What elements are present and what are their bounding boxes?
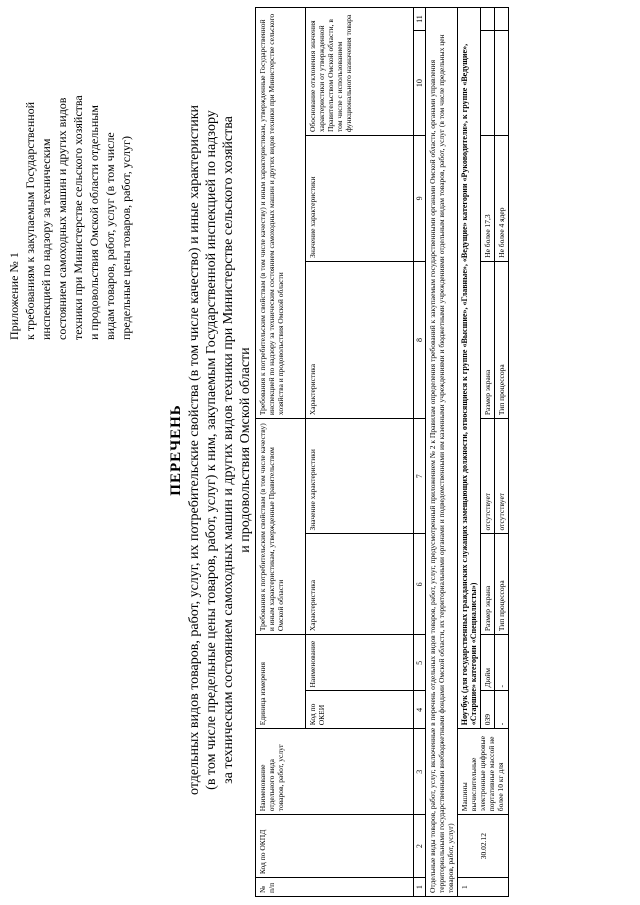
- document-title: [166, 35, 254, 865]
- header-num: № п/п: [256, 878, 414, 897]
- header-name: Наименование отдельного вида товаров, работ, услуг: [256, 729, 414, 815]
- title-line: (в том числе предельные цены товаров, работ, услуг) к ним, закупаемым Государственной инспекцией по надзору: [204, 110, 219, 790]
- cell-extra: [481, 8, 495, 31]
- cell-extra: [495, 8, 509, 31]
- cell-gov-value: отсутствует: [495, 419, 509, 534]
- header-insp-characteristic: Характеристика: [306, 261, 414, 418]
- header-unit: Единица измерения: [256, 635, 306, 729]
- title-line: и продовольствия Омской области: [238, 347, 253, 553]
- row-group: Ноутбук (для государственных гражданских служащих замещающих должности, относящиеся к группе «Высшие», «Главные», «Ведущие» категории «Руководители», к группе «Ведущие», «Старшие» категории «Специалисты»): [458, 8, 481, 729]
- appendix-line: предельные цены товаров, работ, услуг): [119, 136, 133, 340]
- section-note: Отдельные виды товаров, работ, услуг, включенные в перечень отдельных видов товаров, работ, услуг, предусмотренный приложением № 2 к Правилам определения требований к закупаемым государственными органами Омской области, органами управления территориальными государственными внебюджетными фондами Омской области, их территориальными органами и подведомственными им казенными учреждениями и бюджетными учреждениями отдельным видам товаров, работ, услуг (в том числе предельных цен товаров, работ, услуг): [426, 8, 458, 897]
- column-number: 10: [414, 31, 426, 136]
- column-number: 1: [414, 878, 426, 897]
- cell-insp-characteristic: Размер экрана: [481, 261, 495, 418]
- header-gov-characteristic: Характеристика: [306, 534, 414, 635]
- appendix-header: [6, 40, 134, 340]
- cell-unit-code: 039: [481, 691, 495, 729]
- appendix-line: инспекцией по надзору за техническим: [39, 138, 53, 340]
- cell-unit-name: -: [495, 635, 509, 691]
- column-number: 9: [414, 136, 426, 262]
- appendix-line: видам товаров, работ, услуг (в том числе: [103, 132, 117, 340]
- title-line: отдельных видов товаров, работ, услуг, их потребительские свойства (в том числе качество) и иные характеристики: [187, 105, 202, 795]
- title-heading: ПЕРЕЧЕНЬ: [168, 404, 184, 496]
- header-okpd: Код по ОКПД: [256, 815, 414, 878]
- cell-gov-characteristic: Тип процессора: [495, 534, 509, 635]
- appendix-line: Приложение № 1: [7, 252, 21, 340]
- appendix-line: к требованиям к закупаемым Государственной: [23, 101, 37, 340]
- cell-gov-value: отсутствует: [481, 419, 495, 534]
- cell-justification: [495, 31, 509, 136]
- title-line: за техническим состоянием самоходных машин и других видов техники при Министерстве сельского хозяйства: [221, 116, 236, 784]
- column-number: 2: [414, 815, 426, 878]
- column-number: 7: [414, 419, 426, 534]
- header-gov-requirements: Требования к потребительским свойствам (в том числе качеству) и иным характеристикам, утвержденные Правительством Омской области: [256, 419, 306, 635]
- header-insp-value: Значение характеристики: [306, 136, 414, 262]
- column-number: 3: [414, 729, 426, 815]
- row-number: 1: [458, 878, 509, 897]
- column-number: 5: [414, 635, 426, 691]
- cell-insp-characteristic: Тип процессора: [495, 261, 509, 418]
- appendix-line: техники при Министерстве сельского хозяйства: [71, 95, 85, 340]
- header-justification: Обоснование отклонения значения характеристики от утвержденной Правительством Омской области, в том числе с использованием функционального назначения товара: [306, 8, 414, 136]
- header-inspection-requirements: Требования к потребительским свойствам (в том числе качеству) и иным характеристикам, утвержденные Государственной инспекцией по надзору за техническим состоянием самоходных машин и других видов техники при Министерстве сельского хозяйства и продовольствия Омской области: [256, 8, 306, 419]
- row-name: Машины вычислительные электронные цифровые портативные массой не более 10 кг для: [458, 729, 509, 815]
- header-gov-value: Значение характеристики: [306, 419, 414, 534]
- cell-gov-characteristic: Размер экрана: [481, 534, 495, 635]
- cell-unit-code: -: [495, 691, 509, 729]
- cell-insp-value: Не более 17,3: [481, 136, 495, 262]
- row-okpd: 30.02.12: [458, 815, 509, 878]
- appendix-line: и продовольствия Омской области отдельным: [87, 105, 101, 340]
- note-row: [426, 8, 458, 897]
- table-row: [458, 8, 481, 897]
- cell-insp-value: Не более 4 ядер: [495, 136, 509, 262]
- column-number: 8: [414, 261, 426, 418]
- header-unit-name: Наименование: [306, 635, 414, 691]
- column-number: 4: [414, 691, 426, 729]
- header-unit-code: Код по ОКЕИ: [306, 691, 414, 729]
- appendix-line: состоянием самоходных машин и других видов: [55, 97, 69, 340]
- column-number: 6: [414, 534, 426, 635]
- cell-justification: [481, 31, 495, 136]
- requirements-table: [255, 7, 509, 897]
- column-numbers-row: [414, 8, 426, 897]
- cell-unit-name: Дюйм: [481, 635, 495, 691]
- column-number: 11: [414, 8, 426, 31]
